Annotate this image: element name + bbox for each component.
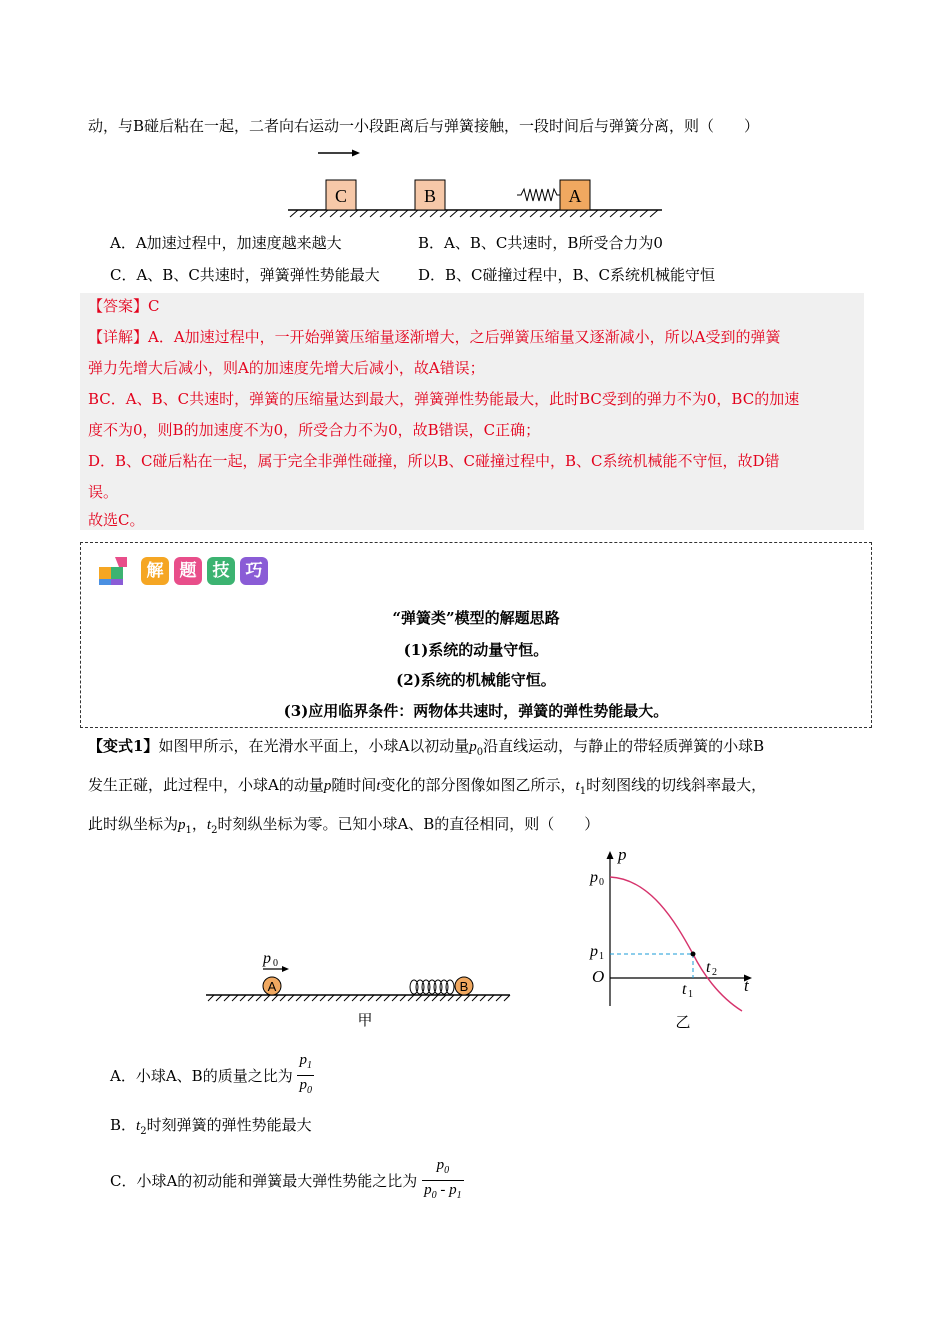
figure-jia xyxy=(200,945,520,1035)
fraction-p1-p0: $\frac{p_1}{p_0}$ xyxy=(299,1052,312,1096)
option2-b: B．$t_2$时刻弹簧的弹性势能最大 xyxy=(110,1116,312,1137)
t2-sub: 2 xyxy=(712,967,717,978)
tips-badge-char: 技 xyxy=(207,557,235,585)
axis-t-label: t xyxy=(744,976,749,995)
velocity-arrow-head xyxy=(352,150,360,157)
answer-detail-line: 故选C。 xyxy=(88,511,145,529)
ground-hatch xyxy=(208,995,510,1001)
answer-detail-line: 【详解】A．A加速过程中，一开始弹簧压缩量逐渐增大，之后弹簧压缩量又逐渐减小，所以A受到的弹簧 xyxy=(88,328,781,346)
ball-a-label: A xyxy=(267,979,277,994)
option2-a: A．小球A、B的质量之比为 $\frac{p_1}{p_0}$ xyxy=(110,1051,314,1100)
figure-yi-caption: 乙 xyxy=(675,1013,691,1031)
option-b: B．A、B、C共速时，B所受合力为0 xyxy=(418,234,663,252)
fraction-energy-ratio: $\frac{p_0}{p_0 - p_1}$ xyxy=(424,1157,462,1201)
option2-c: C．小球A的初动能和弹簧最大弹性势能之比为 $\frac{p_0}{p_0 - p_1}$ xyxy=(110,1156,464,1205)
variant-label: 【变式1】 xyxy=(88,737,159,755)
answer-detail-line: D．B、C碰后粘在一起，属于完全非弹性碰撞，所以B、C碰撞过程中，B、C系统机械能不守恒，故D错 xyxy=(88,452,780,470)
answer-detail-line: 误。 xyxy=(88,483,119,501)
t1-sub: 1 xyxy=(688,989,693,1000)
momentum-curve xyxy=(610,877,742,1011)
answer-label: 【答案】C xyxy=(88,297,160,315)
origin-label: O xyxy=(592,967,605,986)
tips-badge-char: 题 xyxy=(174,557,202,585)
axis-p-label: p xyxy=(618,846,627,864)
p1-label: p xyxy=(590,943,598,960)
ball-b-label: B xyxy=(459,979,469,994)
tips-item: (2)系统的机械能守恒。 xyxy=(396,671,556,689)
option-d: D．B、C碰撞过程中，B、C系统机械能守恒 xyxy=(418,266,716,284)
spring xyxy=(517,189,560,201)
variant-line-3: 此时纵坐标为$p_1$，$t_2$时刻纵坐标为零。已知小球A、B的直径相同，则（ ） xyxy=(88,815,600,836)
answer-detail-line: BC．A、B、C共速时，弹簧的压缩量达到最大，弹簧弹性势能最大，此时BC受到的弹力不为0，BC的加速 xyxy=(88,390,800,408)
inflection-point xyxy=(691,952,696,957)
variant-line-2: 发生正碰，此过程中，小球A的动量p随时间t变化的部分图像如图乙所示，$t_1$时刻图线的切线斜率最大， xyxy=(88,776,767,797)
figure-jia-caption: 甲 xyxy=(357,1011,373,1029)
t2-label: t xyxy=(706,959,711,976)
p0-sub: 0 xyxy=(273,958,278,969)
puzzle-icon xyxy=(97,555,131,587)
p0-label: p xyxy=(263,950,271,967)
p-axis-arrow xyxy=(607,851,614,859)
tips-item: (1)系统的动量守恒。 xyxy=(403,641,549,659)
block-c-label: C xyxy=(334,186,348,206)
ground-hatch xyxy=(290,210,658,217)
p1-sub: 1 xyxy=(599,951,604,962)
p0-sub: 0 xyxy=(599,877,604,888)
answer-detail-line: 度不为0，则B的加速度不为0，所受合力不为0，故B错误，C正确； xyxy=(88,421,541,439)
option-c: C．A、B、C共速时，弹簧弹性势能最大 xyxy=(110,266,380,284)
tips-badge-char: 解 xyxy=(141,557,169,585)
p0-arrow-head xyxy=(282,966,289,972)
block-a-label: A xyxy=(568,186,582,206)
t1-label: t xyxy=(682,981,687,998)
answer-detail-line: 弹力先增大后减小，则A的加速度先增大后减小，故A错误； xyxy=(88,359,485,377)
tips-box xyxy=(80,542,872,728)
question-text: 动，与B碰后粘在一起，二者向右运动一小段距离后与弹簧接触，一段时间后与弹簧分离，则（ ） xyxy=(88,117,760,135)
variant-line-1: 【变式1】如图甲所示，在光滑水平面上，小球A以初动量$p_0$沿直线运动，与静止的带轻质弹簧的小球B xyxy=(88,737,765,758)
option-a: A．A加速过程中，加速度越来越大 xyxy=(110,234,342,252)
figure-blocks xyxy=(280,140,670,225)
tips-title: “弹簧类”模型的解题思路 xyxy=(392,609,560,627)
tips-badge-char: 巧 xyxy=(240,557,268,585)
block-b-label: B xyxy=(423,186,437,206)
p0-label: p xyxy=(590,869,598,886)
spring xyxy=(410,980,454,994)
figure-yi xyxy=(580,846,760,1036)
tips-item: (3)应用临界条件：两物体共速时，弹簧的弹性势能最大。 xyxy=(283,702,669,720)
